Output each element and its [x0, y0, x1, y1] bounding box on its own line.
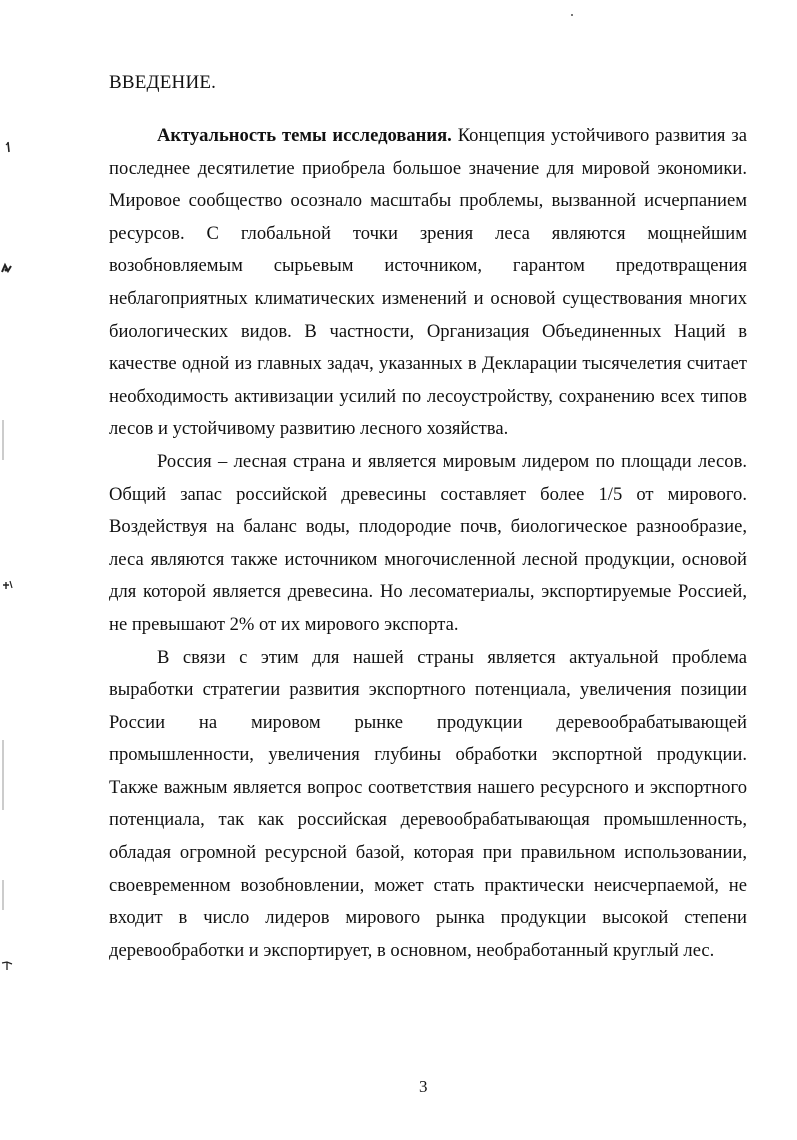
paragraph-text: В связи с этим для нашей страны является актуальной проблема выработки стратегии развития экспортного потенциала, увеличения позиции России на мировом рынке продукции деревообрабатывающей промышленности, увеличения глубины обработки экспортной продукции. Также важным является вопрос соответствия нашего ресурсного и экспортного потенциала, так как российская деревообрабатывающая промышленность, обладая огромной ресурсной базой, которая при правильном использовании, своевременном возобновлении, может стать практически неисчерпаемой, не входит в число лидеров мирового рынка продукции высокой степени деревообработки и экспортирует, в основном, необработанный круглый лес.	[109, 646, 747, 961]
scan-speck	[571, 14, 573, 16]
body-text	[109, 120, 747, 967]
section-heading: ВВЕДЕНИЕ.	[109, 72, 217, 93]
paragraph	[109, 446, 747, 642]
paragraph-lead: Актуальность темы исследования.	[157, 125, 452, 146]
scan-speck	[2, 880, 4, 910]
paragraph	[109, 642, 747, 968]
scan-speck	[2, 740, 4, 810]
paragraph-text: Россия – лесная страна и является мировым лидером по площади лесов. Общий запас российской древесины составляет более 1/5 от мирового. Воздействуя на баланс воды, плодородие почв, биологическое разнообразие, леса являются также источником многочисленной лесной продукции, основой для которой является древесина. Но лесоматериалы, экспортируемые Россией, не превышают 2% от их мирового экспорта.	[109, 450, 747, 635]
scan-speck	[2, 420, 4, 460]
paragraph-text: Концепция устойчивого развития за последнее десятилетие приобрела большое значение для мировой экономики. Мировое сообщество осознало масштабы проблемы, вызванной исчерпанием ресурсов. С глобальной точки зрения леса являются мощнейшим возобновляемым сырьевым источником, гарантом предотвращения неблагоприятных климатических изменений и основой существования многих биологических видов. В частности, Организация Объединенных Наций в качестве одной из главных задач, указанных в Декларации тысячелетия считает необходимость активизации усилий по лесоустройству, сохранению всех типов лесов и устойчивому развитию лесного хозяйства.	[109, 125, 747, 440]
scan-mark-icon	[0, 140, 14, 154]
paragraph	[109, 120, 747, 446]
scan-mark-icon	[0, 262, 14, 276]
scan-mark-icon	[0, 578, 14, 592]
scan-mark-icon	[0, 958, 14, 972]
page-number: 3	[419, 1077, 428, 1096]
